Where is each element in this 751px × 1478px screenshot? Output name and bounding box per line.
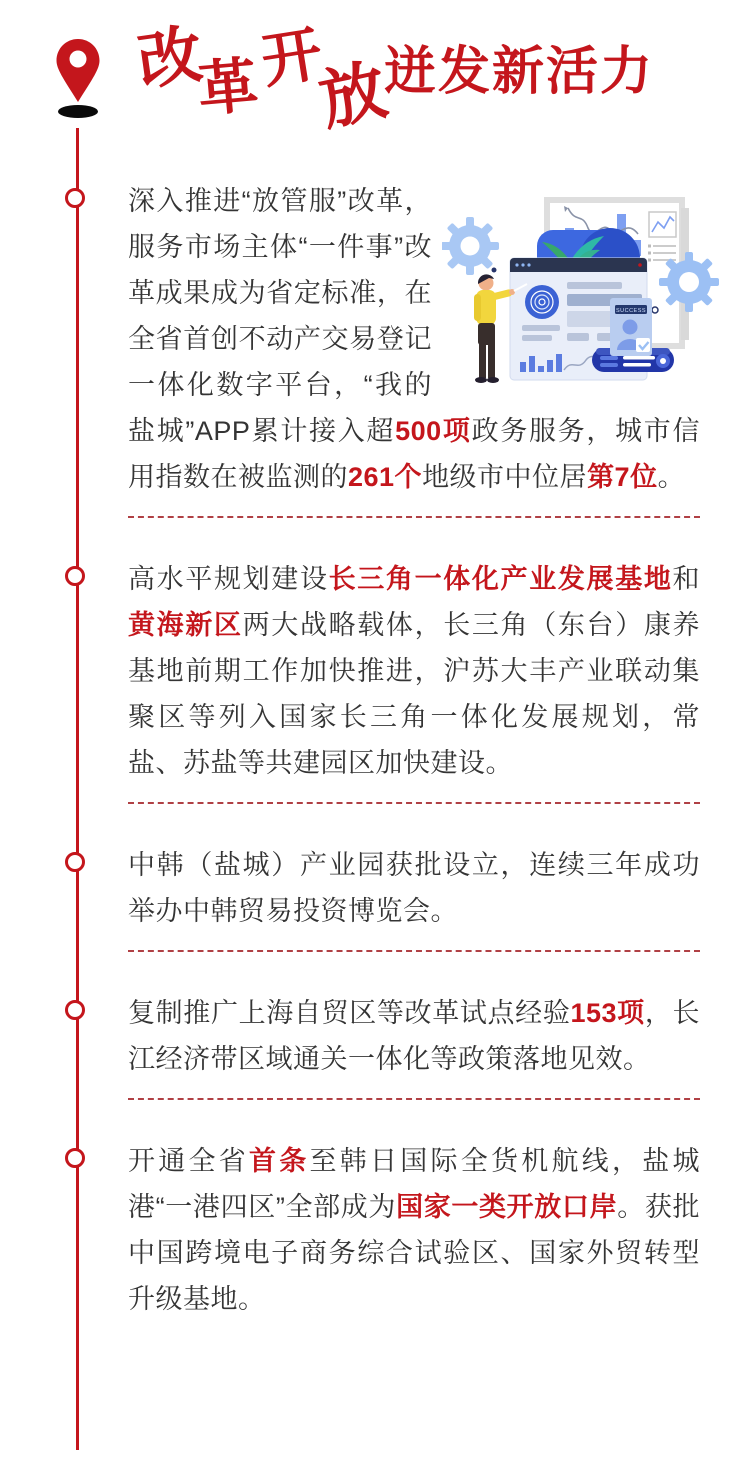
calligraphy-char: 革 — [195, 51, 261, 124]
highlight-text: 国家一类开放口岸 — [396, 1192, 618, 1222]
highlight-text: 153项 — [570, 998, 645, 1028]
timeline-node-icon — [65, 1000, 85, 1020]
calligraphy-char: 改 — [133, 17, 207, 99]
timeline-node-icon — [65, 852, 85, 872]
highlight-text: 黄海新区 — [128, 610, 243, 640]
dashed-separator — [128, 802, 700, 804]
page-title: 迸发新活力 — [384, 43, 655, 101]
title-calligraphy — [133, 17, 393, 139]
body-text: 高水平规划建设 — [128, 564, 329, 594]
body-text: 和 — [672, 564, 701, 594]
body-text: ，长江经济带区域通关一体化等政策落地见效。 — [128, 998, 700, 1074]
dashed-separator — [128, 516, 700, 518]
gear-icon — [442, 217, 499, 275]
body-text: 。 — [657, 462, 686, 492]
timeline-node-icon — [65, 566, 85, 586]
section-paragraph — [128, 178, 700, 500]
body-text: 地级市中位居 — [422, 462, 588, 492]
highlight-text: 500项 — [395, 416, 472, 446]
calligraphy-char: 放 — [313, 51, 393, 139]
timeline-section — [128, 842, 700, 934]
pin-shadow-icon — [58, 105, 98, 118]
mini-line-chart-icon — [649, 212, 676, 237]
timeline-section — [128, 990, 700, 1082]
section-paragraph — [128, 1138, 700, 1322]
dashed-separator — [128, 1098, 700, 1100]
timeline-section — [128, 556, 700, 786]
highlight-text: 第7位 — [587, 462, 658, 492]
timeline-section — [128, 178, 700, 500]
highlight-text: 长三角一体化产业发展基地 — [328, 564, 673, 594]
timeline-section — [128, 1138, 700, 1322]
timeline — [128, 178, 700, 1322]
body-text: 。获批中国跨境电子商务综合试验区、国家外贸转型升级基地。 — [128, 1192, 701, 1314]
fingerprint-icon — [525, 285, 559, 319]
dashed-separator — [128, 950, 700, 952]
section-paragraph — [128, 990, 700, 1082]
calligraphy-char: 开 — [257, 19, 327, 96]
digital-government-illustration — [442, 190, 748, 392]
id-card-icon — [610, 298, 652, 356]
body-text: 中韩（盐城）产业园获批设立，连续三年成功举办中韩贸易投资博览会。 — [128, 850, 700, 926]
body-text: 两大战略载体，长三角（东台）康养基地前期工作加快推进，沪苏大丰产业联动集聚区等列入国家长三角一体化发展规划，常盐、苏盐等共建园区加快建设。 — [128, 610, 701, 778]
timeline-node-icon — [65, 1148, 85, 1168]
body-text: 至韩日国际全货机航线，盐城港“一港四区”全部成为 — [128, 1146, 700, 1222]
section-paragraph — [128, 842, 700, 934]
location-pin-icon — [55, 38, 101, 104]
body-text: 政务服务，城市信用指数在被监测的 — [128, 416, 700, 492]
highlight-text: 261个 — [348, 462, 423, 492]
timeline-node-icon — [65, 188, 85, 208]
body-text: 深入推进“放管服”改革，服务市场主体“一件事”改革成果成为省定标准，在全省首创不动产交易登记一体化数字平台，“我的盐城”APP累计接入超 — [128, 186, 432, 446]
card-label: SUCCESS — [615, 308, 647, 314]
section-paragraph — [128, 556, 700, 786]
highlight-text: 首条 — [249, 1146, 310, 1176]
body-text: 复制推广上海自贸区等改革试点经验 — [128, 998, 571, 1028]
timeline-line — [76, 128, 79, 1450]
body-text: 开通全省 — [128, 1146, 249, 1176]
